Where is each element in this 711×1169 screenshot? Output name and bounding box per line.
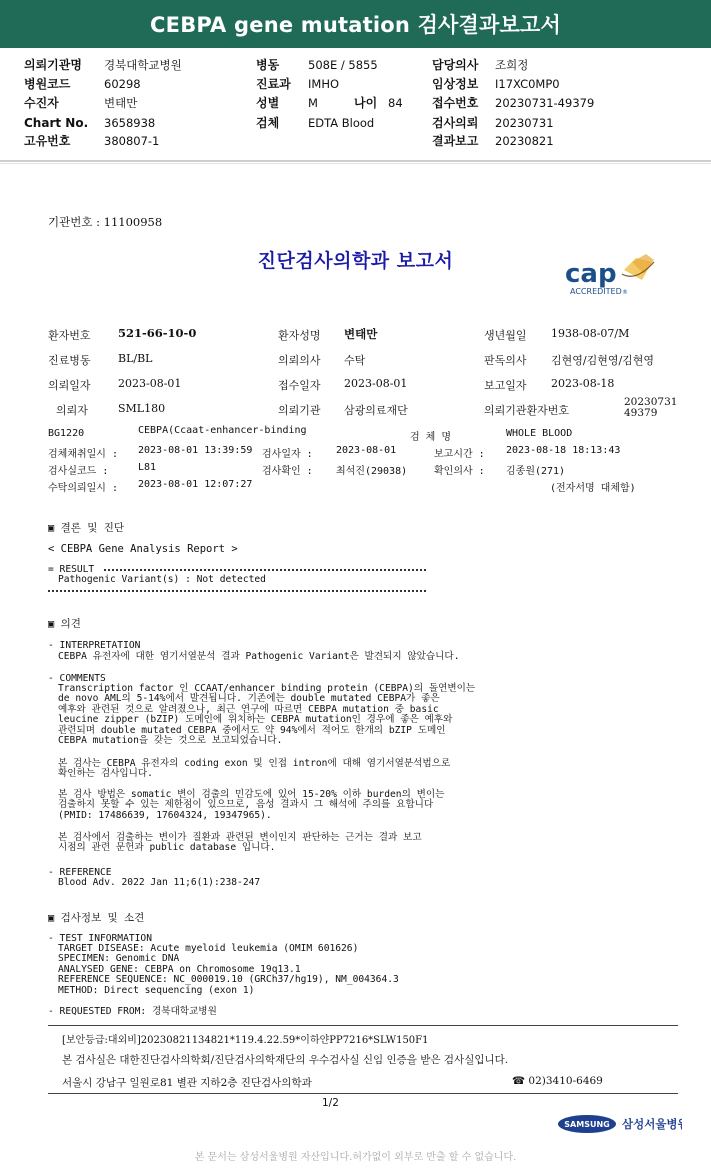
result-divider [104, 569, 426, 571]
result-divider [48, 590, 426, 592]
test-code: BG1220 [48, 428, 85, 439]
comments-paragraph: 본 검사는 CEBPA 유전자의 coding exon 및 인접 intron에 대해 염기서열분석법으로 확인하는 검사입니다. [58, 758, 451, 780]
header-label: 검사의뢰 [432, 116, 479, 130]
section-heading-result: ▣ 결론 및 진단 [48, 522, 125, 534]
header-value: 조희정 [495, 58, 529, 72]
header-label: 접수번호 [432, 96, 479, 110]
result-line: Pathogenic Variant(s) : Not detected [58, 574, 266, 585]
header-label: 성별 [256, 96, 280, 110]
header-value: 변태만 [104, 96, 138, 110]
patient-value: 2023-08-01 [344, 377, 408, 390]
referring-patient-number: 2023073149379 [624, 396, 678, 419]
patient-value: SML180 [118, 402, 166, 415]
test-name: CEBPA(Ccaat-enhancer-binding [138, 425, 307, 436]
meta-value: 2023-08-18 18:13:43 [506, 445, 621, 456]
patient-value: 삼광의료재단 [344, 404, 408, 417]
accreditation-note: 본 검사실은 대한진단검사의학회/진단검사의학재단의 우수검사실 신임 인증을 받은 검사실입니다. [62, 1054, 509, 1066]
header-label: 결과보고 [432, 134, 479, 148]
lab-phone: ☎ 02)3410-6469 [512, 1075, 603, 1087]
report-banner-title: CEBPA gene mutation 검사결과보고서 [0, 0, 711, 48]
footer-divider [48, 1025, 678, 1026]
specimen-value: WHOLE BLOOD [506, 428, 573, 439]
comments-paragraph: 본 검사 방법은 somatic 변이 검출의 민감도에 있어 15-20% 이하 burden의 변이는 검출하지 못할 수 있는 제한점이 있으므로, 음성 결과시 그 해석에 주의를 요합니다 (PMID: 17486639, 17604324, 19347965). [58, 789, 445, 821]
patient-header [0, 56, 711, 156]
reference-heading: - REFERENCE [48, 867, 112, 878]
header-divider [0, 160, 711, 162]
institution-number: 기관번호 : 11100958 [48, 215, 163, 229]
header-label: 검체 [256, 116, 280, 130]
patient-label: 의뢰일자 [48, 379, 91, 392]
header-divider [0, 163, 711, 164]
comments-paragraph: Transcription factor 인 CCAAT/enhancer binding protein (CEBPA)의 돌연변이는 de novo AML의 5-14%에서 발견됩니다. 기존에는 double mutated CEBPA가 좋은 예후와 관련된 것으로 알려졌으나, 최근 연구에 따르면 CEBPA mutation 중 basic leucine zipper (bZIP) 도메인에 위치하는 CEBPA mutation인 경우에 좋은 예후와 관련되며 double mutated CEBPA 중에서도 약 94%에서 적어도 한개의 bZIP 도메인 CEBPA mutation을 갖는 것으로 보고되었습니다. [58, 683, 476, 747]
footer-divider [48, 1093, 678, 1094]
report-name: < CEBPA Gene Analysis Report > [48, 543, 238, 555]
lab-address: 서울시 강남구 일원로81 별관 지하2층 진단검사의학과 [62, 1077, 312, 1089]
meta-value: 김종원(271) [506, 466, 566, 477]
header-label: 임상정보 [432, 77, 479, 91]
header-value: I17XC0MP0 [495, 77, 560, 91]
requested-from: - REQUESTED FROM: 경북대학교병원 [48, 1006, 217, 1017]
meta-label: 검사실코드 : [48, 466, 109, 477]
security-stamp: [보안등급:대외비]20230821134821*119.4.22.59*이하얀PP7216*SLW150F1 [62, 1035, 429, 1046]
header-label: 병원코드 [24, 77, 71, 91]
meta-value: 2023-08-01 [336, 445, 397, 456]
patient-name: 변태만 [344, 327, 378, 341]
samsung-wordmark: SAMSUNG [564, 1120, 610, 1129]
patient-label: 환자번호 [48, 329, 91, 342]
testinfo-text: TARGET DISEASE: Acute myeloid leukemia (OMIM 601626) SPECIMEN: Genomic DNA ANALYSED GENE: CEBPA on Chromosome 19q13.1 REFERENCE SEQUENCE: NC_000019.10 (GRCh37/hg19), NM_004364.3 METHOD: Direct sequencing (exon 1) [58, 943, 399, 996]
interpretation-heading: - INTERPRETATION [48, 640, 141, 651]
meta-value: 최석진(29038) [336, 466, 408, 477]
patient-label: 의뢰자 [56, 404, 88, 417]
header-value: M [308, 96, 318, 110]
patient-label: 보고일자 [484, 379, 527, 392]
section-heading-opinion: ▣ 의견 [48, 618, 81, 630]
patient-label: 의뢰의사 [278, 354, 321, 367]
patient-label: 판독의사 [484, 354, 527, 367]
comments-heading: - COMMENTS [48, 673, 106, 684]
patient-value: 수탁 [344, 354, 366, 367]
patient-value: BL/BL [118, 352, 153, 365]
comments-paragraph: 본 검사에서 검출하는 변이가 질환과 관련된 변이인지 판단하는 근거는 결과 보고 시점의 관련 문헌과 public database 입니다. [58, 832, 422, 854]
patient-value: 1938-08-07/M [551, 327, 630, 340]
header-label: Chart No. [24, 116, 89, 130]
header-label: 나이 [354, 96, 378, 110]
patient-label: 접수일자 [278, 379, 321, 392]
header-value: 경북대학교병원 [104, 58, 182, 72]
header-label: 진료과 [256, 77, 291, 91]
header-label: 담당의사 [432, 58, 479, 72]
header-value: 84 [388, 96, 403, 110]
header-label: 의뢰기관명 [24, 58, 82, 72]
result-heading: = RESULT [48, 564, 95, 575]
header-value: 3658938 [104, 116, 156, 130]
reference-text: Blood Adv. 2022 Jan 11;6(1):238-247 [58, 877, 261, 888]
meta-label: 보고시간 : [434, 449, 485, 460]
patient-label: 의뢰기관 [278, 404, 321, 417]
meta-value: L81 [138, 462, 157, 473]
patient-label: 의뢰기관환자번호 [484, 404, 570, 417]
header-value: 60298 [104, 77, 141, 91]
patient-value: 2023-08-01 [118, 377, 182, 390]
header-value: IMHO [308, 77, 340, 91]
meta-value: 2023-08-01 12:07:27 [138, 479, 253, 490]
meta-value: 2023-08-01 13:39:59 [138, 445, 253, 456]
patient-label: 진료병동 [48, 354, 91, 367]
interpretation-text: CEBPA 유전자에 대한 염기서열분석 결과 Pathogenic Variant은 발견되지 않았습니다. [58, 651, 460, 662]
patient-value: 2023-08-18 [551, 377, 615, 390]
meta-label: 확인의사 : [434, 466, 485, 477]
svg-text:®: ® [622, 289, 628, 296]
confidentiality-disclaimer: 본 문서는 삼성서울병원 자산입니다.허가없이 외부로 반출 할 수 없습니다. [194, 1152, 517, 1163]
cap-logo-text: cap [565, 259, 617, 289]
meta-label: 검체채취일시 : [48, 449, 119, 460]
patient-value: 김현영/김현영/김현영 [551, 354, 655, 367]
header-value: 508E / 5855 [308, 58, 378, 72]
specimen-label: 검 체 명 [410, 432, 452, 443]
section-heading-testinfo: ▣ 검사정보 및 소견 [48, 912, 145, 924]
meta-label: 검사일자 : [262, 449, 313, 460]
header-value: EDTA Blood [308, 116, 375, 130]
hospital-name: 삼성서울병원 [622, 1117, 682, 1131]
header-value: 380807-1 [104, 134, 160, 148]
patient-label: 생년월일 [484, 329, 527, 342]
header-label: 고유번호 [24, 134, 71, 148]
header-label: 병동 [256, 58, 280, 72]
meta-label: 수탁의뢰일시 : [48, 483, 119, 494]
cap-logo-sub: ACCREDITED [570, 287, 622, 296]
cap-accredited-logo [562, 252, 662, 302]
esign-note: (전자서명 대체함) [550, 483, 636, 494]
header-value: 20230731-49379 [495, 96, 595, 110]
samsung-medical-center-logo [558, 1112, 682, 1136]
testinfo-heading: - TEST INFORMATION [48, 933, 152, 944]
patient-id: 521-66-10-0 [118, 326, 197, 340]
page-number: 1/2 [322, 1097, 339, 1109]
header-value: 20230821 [495, 134, 554, 148]
report-title: 진단검사의학과 보고서 [257, 250, 454, 272]
patient-label: 환자성명 [278, 329, 321, 342]
header-value: 20230731 [495, 116, 554, 130]
meta-label: 검사확인 : [262, 466, 313, 477]
header-label: 수진자 [24, 96, 59, 110]
